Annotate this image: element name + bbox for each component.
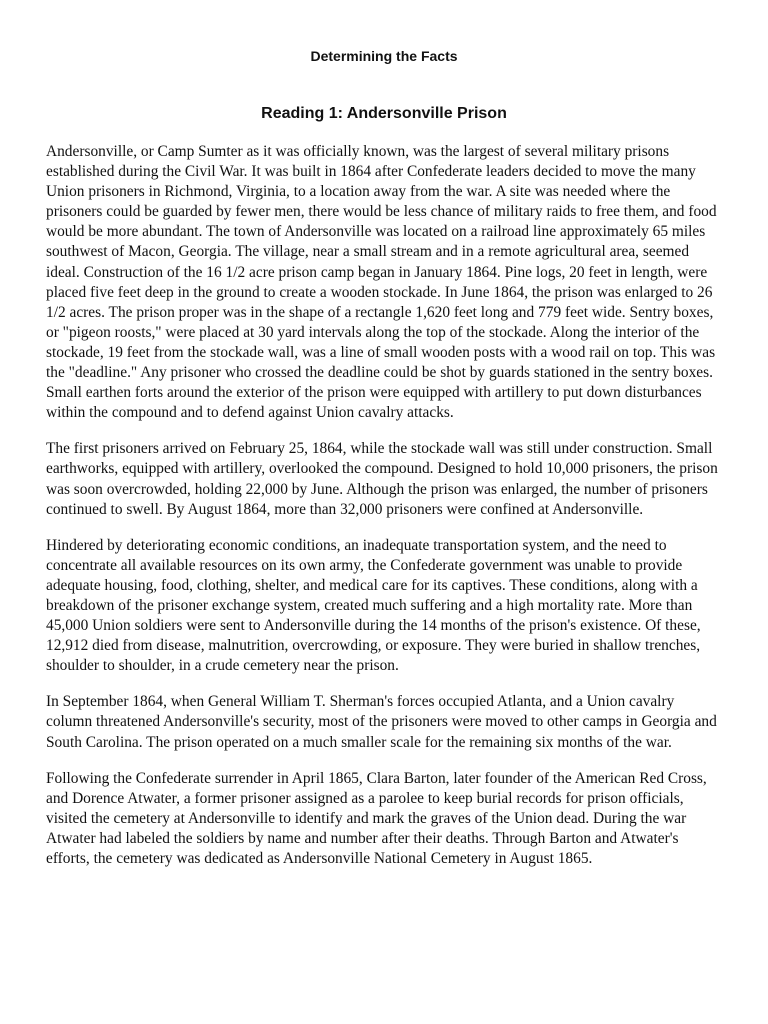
paragraph: Following the Confederate surrender in April 1865, Clara Barton, later founder of the American Red Cross, and Dorence Atwater, a former prisoner assigned as a parolee to keep burial records for prison officials, visited the cemetery at Andersonville to identify and mark the graves of the Union dead. During the war Atwater had labeled the soldiers by name and number after their deaths. Through Barton and Atwater's efforts, the cemetery was dedicated as Andersonville National Cemetery in August 1865. (46, 769, 707, 867)
section-label: Determining the Facts (310, 48, 458, 64)
paragraph: Andersonville, or Camp Sumter as it was officially known, was the largest of several military prisons established during the Civil War. It was built in 1864 after Confederate leaders decided to move the many Union prisoners in Richmond, Virginia, to a location away from the war. A site was needed where the prisoners could be guarded by fewer men, there would be less chance of military raids to free them, and food would be more abundant. The town of Andersonville was located on a railroad line approximately 65 miles southwest of Macon, Georgia. The village, near a small stream and in a remote agricultural area, seemed ideal. Construction of the 16 1/2 acre prison camp began in January 1864. Pine logs, 20 feet in length, were placed five feet deep in the ground to create a wooden stockade. In June 1864, the prison was enlarged to 26 1/2 acres. The prison proper was in the shape of a rectangle 1,620 feet long and 779 feet wide. Sentry boxes, or "pigeon roosts," were placed at 30 yard intervals along the top of the stockade. Along the interior of the stockade, 19 feet from the stockade wall, was a line of small wooden posts with a wood rail on top. This was the "deadline." Any prisoner who crossed the deadline could be shot by guards stationed in the sentry boxes. Small earthen forts around the exterior of the prison were equipped with artillery to put down disturbances within the compound and to defend against Union cavalry attacks. (46, 143, 717, 422)
article-body (46, 142, 724, 885)
paragraph: The first prisoners arrived on February 25, 1864, while the stockade wall was still under construction. Small earthworks, equipped with artillery, overlooked the compound. Designed to hold 10,000 prisoners, the prison was soon overcrowded, holding 22,000 by June. Although the prison was enlarged, the number of prisoners continued to swell. By August 1864, more than 32,000 prisoners were confined at Andersonville. (46, 440, 718, 518)
paragraph: Hindered by deteriorating economic conditions, an inadequate transportation system, and the need to concentrate all available resources on its own army, the Confederate government was unable to provide adequate housing, food, clothing, shelter, and medical care for its captives. These conditions, along with a breakdown of the prisoner exchange system, created much suffering and a high mortality rate. More than 45,000 Union soldiers were sent to Andersonville during the 14 months of the prison's existence. Of these, 12,912 died from disease, malnutrition, overcrowding, or exposure. They were buried in shallow trenches, shoulder to shoulder, in a crude cemetery near the prison. (46, 536, 701, 675)
paragraph: In September 1864, when General William T. Sherman's forces occupied Atlanta, and a Union cavalry column threatened Andersonville's security, most of the prisoners were moved to other camps in Georgia and South Carolina. The prison operated on a much smaller scale for the remaining six months of the war. (46, 693, 717, 751)
page-title: Reading 1: Andersonville Prison (261, 105, 507, 122)
